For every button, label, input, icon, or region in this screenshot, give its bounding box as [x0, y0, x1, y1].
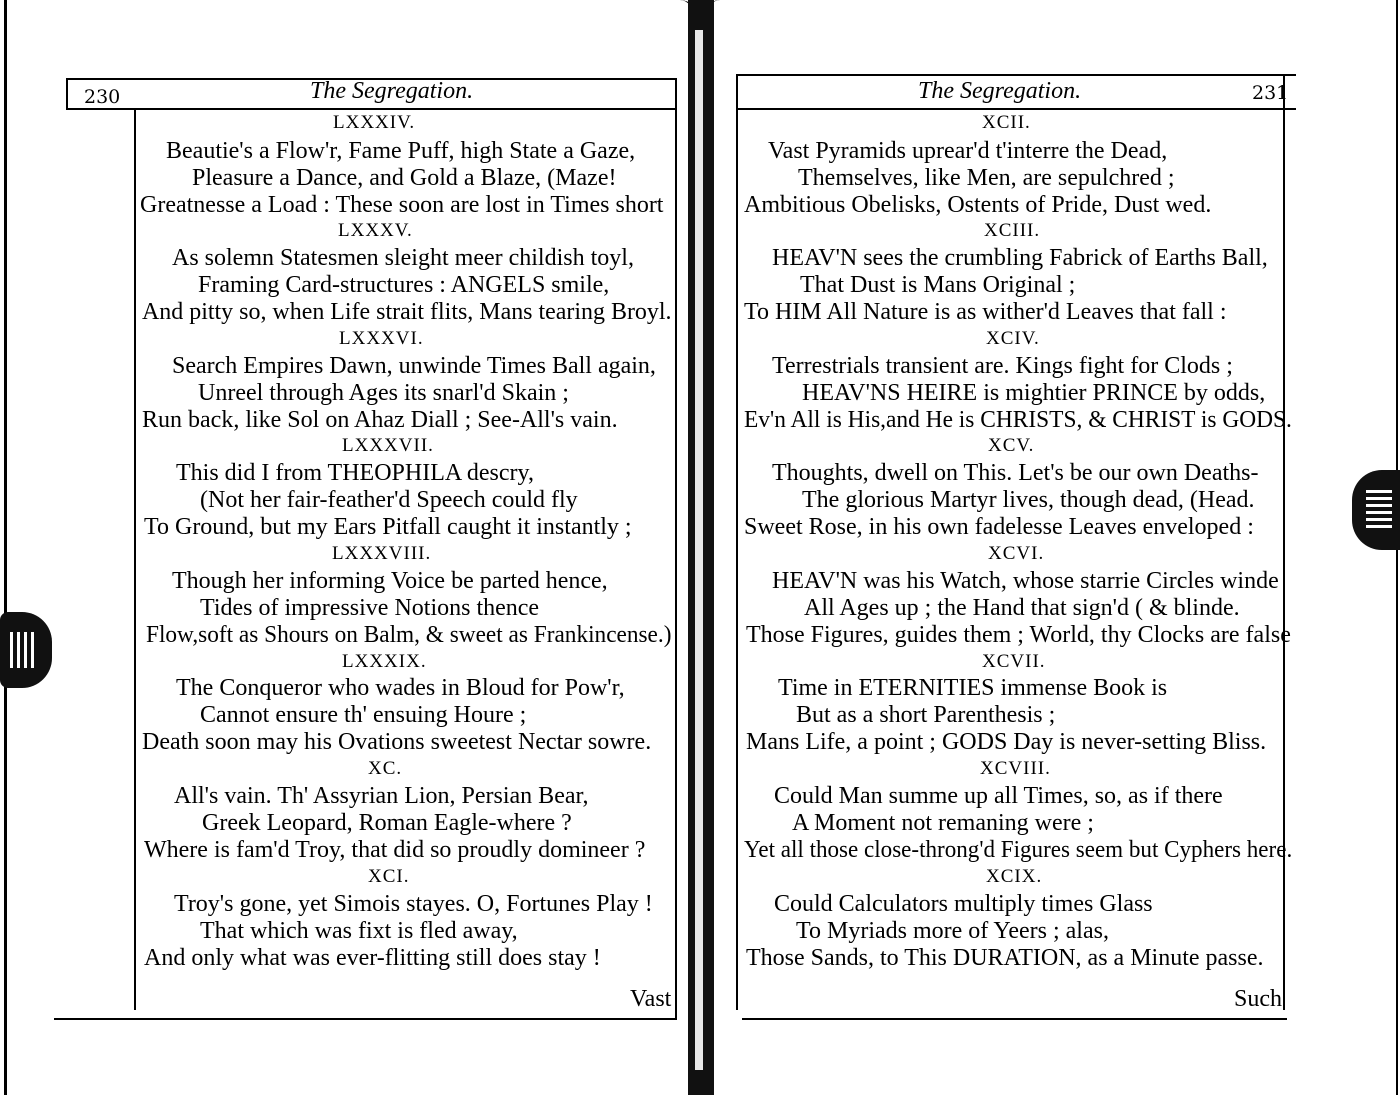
stanza-numeral: XCVIII.	[980, 758, 1051, 779]
stanza-numeral: LXXXVI.	[339, 328, 424, 349]
verse-line: HEAV'N was his Watch, whose starrie Circles winde	[772, 568, 1279, 594]
verse-line: Thoughts, dwell on This. Let's be our own Deaths-	[772, 460, 1259, 486]
verse-line: Could Man summe up all Times, so, as if there	[774, 783, 1223, 809]
stanza-numeral: LXXXIV.	[333, 112, 416, 133]
verse-line: HEAV'N sees the crumbling Fabrick of Earths Ball,	[772, 245, 1268, 271]
verse-line: Tides of impressive Notions thence	[200, 595, 540, 621]
verse-line: A Moment not remaning were ;	[792, 810, 1094, 836]
verse-line: And pitty so, when Life strait flits, Mans tearing Broyl.	[142, 299, 672, 325]
stanza-numeral: XCVII.	[982, 651, 1046, 672]
verse-line: This did I from THEOPHILA descry,	[176, 460, 534, 486]
stanza-numeral: XCV.	[988, 435, 1035, 456]
stanza-numeral: XCI.	[368, 866, 410, 887]
stanza-numeral: LXXXV.	[338, 220, 413, 241]
verse-line: Pleasure a Dance, and Gold a Blaze, (Maze!	[192, 165, 617, 191]
verse-line: The glorious Martyr lives, though dead, (Head.	[802, 487, 1255, 513]
verse-line: Yet all those close-throng'd Figures seem but Cyphers here.	[744, 837, 1293, 863]
verse-line: Where is fam'd Troy, that did so proudly domineer ?	[144, 837, 646, 863]
verse-line: Unreel through Ages its snarl'd Skain ;	[198, 380, 569, 406]
verse-line: Greek Leopard, Roman Eagle-where ?	[202, 810, 572, 836]
verse-line: All Ages up ; the Hand that sign'd ( & blinde.	[804, 595, 1240, 621]
verse-line: Greatnesse a Load : These soon are lost in Times short	[140, 192, 664, 218]
verse-line: Sweet Rose, in his own fadelesse Leaves enveloped :	[744, 514, 1254, 540]
verse-line: Themselves, like Men, are sepulchred ;	[798, 165, 1175, 191]
verse-line: Vast Pyramids uprear'd t'interre the Dead,	[768, 138, 1168, 164]
right-folio: 231	[1252, 82, 1289, 104]
verse-line: Those Sands, to This DURATION, as a Minute passe.	[746, 945, 1264, 971]
stanza-numeral: XC.	[368, 758, 403, 779]
verse-line: To HIM All Nature is as wither'd Leaves that fall :	[744, 299, 1227, 325]
right-catchword: Such	[1234, 986, 1282, 1012]
stanza-numeral: LXXXVII.	[342, 435, 434, 456]
verse-line: Ev'n All is His,and He is CHRISTS, & CHRIST is GODS.	[744, 407, 1292, 433]
verse-line: Run back, like Sol on Ahaz Diall ; See-All's vain.	[142, 407, 618, 433]
right-running-head: The Segregation.	[918, 78, 1082, 104]
stanza-numeral: XCII.	[982, 112, 1031, 133]
verse-line: Though her informing Voice be parted hence,	[172, 568, 608, 594]
left-clip	[0, 612, 52, 688]
verse-line: Mans Life, a point ; GODS Day is never-setting Bliss.	[746, 729, 1267, 755]
verse-line: Cannot ensure th' ensuing Houre ;	[200, 702, 527, 728]
verse-line: Those Figures, guides them ; World, thy Clocks are false	[746, 622, 1291, 648]
left-catchword: Vast	[630, 986, 672, 1012]
verse-line: Search Empires Dawn, unwinde Times Ball again,	[172, 353, 656, 379]
verse-line: Ambitious Obelisks, Ostents of Pride, Dust wed.	[744, 192, 1212, 218]
verse-line: To Ground, but my Ears Pitfall caught it instantly ;	[144, 514, 632, 540]
verse-line: As solemn Statesmen sleight meer childish toyl,	[172, 245, 634, 271]
verse-line: To Myriads more of Yeers ; alas,	[796, 918, 1109, 944]
verse-line: Time in ETERNITIES immense Book is	[778, 675, 1168, 701]
verse-line: Framing Card-structures : ANGELS smile,	[198, 272, 610, 298]
verse-line: Beautie's a Flow'r, Fame Puff, high State a Gaze,	[166, 138, 636, 164]
right-text-block	[736, 72, 1296, 1022]
left-folio: 230	[84, 86, 121, 108]
left-text-block	[66, 72, 676, 1022]
stanza-numeral: XCIX.	[986, 866, 1043, 887]
verse-line: Death soon may his Ovations sweetest Nectar sowre.	[142, 729, 652, 755]
stanza-numeral: XCIV.	[986, 328, 1040, 349]
verse-line: But as a short Parenthesis ;	[796, 702, 1056, 728]
verse-line: Could Calculators multiply times Glass	[774, 891, 1153, 917]
gutter-highlight	[695, 30, 703, 1070]
verse-line: The Conqueror who wades in Bloud for Pow'r,	[176, 675, 625, 701]
verse-line: Terrestrials transient are. Kings fight for Clods ;	[772, 353, 1233, 379]
verse-line: That Dust is Mans Original ;	[800, 272, 1076, 298]
left-page-frame	[66, 72, 676, 1022]
stanza-numeral: XCIII.	[984, 220, 1041, 241]
verse-line: Troy's gone, yet Simois stayes. O, Fortunes Play !	[174, 891, 653, 917]
stanza-numeral: XCVI.	[988, 543, 1045, 564]
verse-line: Flow,soft as Shours on Balm, & sweet as Frankincense.)	[146, 622, 672, 648]
left-running-head: The Segregation.	[310, 78, 474, 104]
verse-line: And only what was ever-flitting still does stay !	[144, 945, 601, 971]
right-clip	[1352, 470, 1400, 550]
verse-line: All's vain. Th' Assyrian Lion, Persian Bear,	[174, 783, 589, 809]
verse-line: (Not her fair-feather'd Speech could fly	[200, 487, 578, 513]
verse-line: HEAV'NS HEIRE is mightier PRINCE by odds,	[802, 380, 1266, 406]
verse-line: That which was fixt is fled away,	[200, 918, 518, 944]
stanza-numeral: LXXXVIII.	[332, 543, 432, 564]
right-page-frame	[736, 72, 1296, 1022]
stanza-numeral: LXXXIX.	[342, 651, 427, 672]
